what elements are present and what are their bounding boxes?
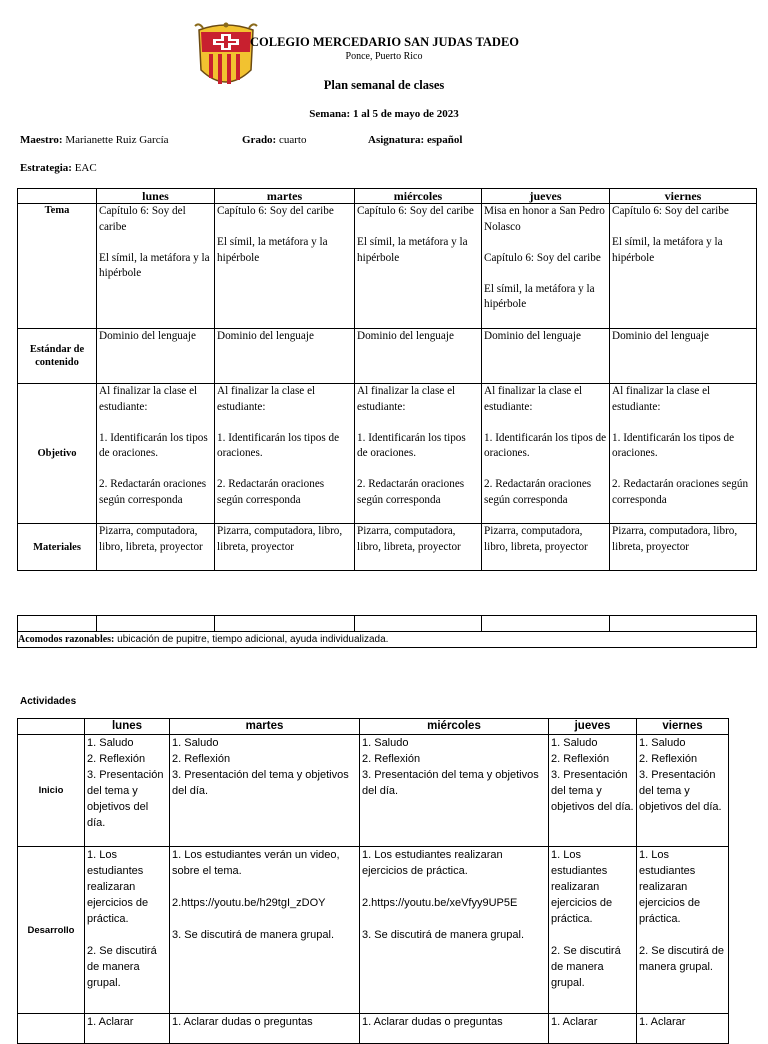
plan-row-label: Materiales: [18, 524, 97, 571]
activities-day-header: miércoles: [360, 719, 549, 735]
plan-day-header: viernes: [610, 189, 757, 204]
activities-cell-text: 1. Aclarar: [87, 1016, 134, 1028]
teacher-label: Maestro:: [20, 134, 63, 146]
activities-cell: [85, 1014, 170, 1044]
empty-cell: [97, 616, 215, 632]
strategy-field: [20, 162, 97, 174]
plan-cell-text: Capítulo 6: Soy del caribe El símil, la metáfora y la hipérbole: [612, 205, 729, 264]
activities-day-header: viernes: [637, 719, 729, 735]
activities-cell-text: 1. Aclarar dudas o preguntas: [362, 1016, 503, 1028]
activities-cell-text: 1. Saludo 2. Reflexión 3. Presentación del tema y objetivos del día.: [551, 737, 634, 813]
school-name: COLEGIO MERCEDARIO SAN JUDAS TADEO: [250, 35, 520, 49]
activities-cell-text: 1. Los estudiantes verán un video, sobre el tema. 2.https://youtu.be/h29tgI_zDOY 3. Se discutirá de manera grupal.: [172, 849, 340, 941]
activities-cell-text: 1. Aclarar: [639, 1016, 686, 1028]
plan-cell: [215, 204, 355, 329]
activities-cell: [637, 847, 729, 1014]
plan-cell: [355, 204, 482, 329]
plan-cell: [355, 384, 482, 524]
activities-cell: [360, 735, 549, 847]
plan-cell-text: Pizarra, computadora, libro, libreta, proyector: [217, 525, 345, 553]
subject-label: Asignatura:: [368, 134, 425, 146]
plan-cell: [215, 329, 355, 384]
activities-cell: [170, 1014, 360, 1044]
subject-value: español: [426, 134, 463, 146]
plan-cell-text: Pizarra, computadora, libro, libreta, proyector: [99, 525, 203, 553]
plan-cell-text: Dominio del lenguaje: [99, 330, 196, 342]
plan-cell: [97, 524, 215, 571]
plan-corner-cell: [18, 189, 97, 204]
plan-cell-text: Al finalizar la clase el estudiante: 1. Identificarán los tipos de oraciones. 2. Redactarán oraciones según corresponda: [217, 385, 340, 506]
activities-cell-text: 1. Aclarar dudas o preguntas: [172, 1016, 313, 1028]
plan-cell: [355, 524, 482, 571]
activities-row-inicio: [18, 735, 729, 847]
activities-cell-text: 1. Los estudiantes realizaran ejercicios de práctica. 2.https://youtu.be/xeVfyy9UP5E 3. Se discutirá de manera grupal.: [362, 849, 525, 941]
plan-cell-text: Al finalizar la clase el estudiante: 1. Identificarán los tipos de oraciones. 2. Redactarán oraciones según corresponda: [99, 385, 208, 506]
activities-header-row: [18, 719, 729, 735]
empty-cell: [355, 616, 482, 632]
plan-cell-text: Pizarra, computadora, libro, libreta, proyector: [484, 525, 588, 553]
plan-cell: [610, 524, 757, 571]
empty-cell: [482, 616, 610, 632]
strategy-value: EAC: [74, 162, 97, 174]
plan-cell-text: Pizarra, computadora, libro, libreta, proyector: [357, 525, 461, 553]
plan-cell-text: Pizarra, computadora, libro, libreta, proyector: [612, 525, 740, 553]
plan-cell-text: Dominio del lenguaje: [357, 330, 454, 342]
activities-cell-text: 1. Los estudiantes realizaran ejercicios de práctica. 2. Se discutirá de manera grupal.: [639, 849, 724, 973]
accommodations-table: [17, 615, 757, 648]
activities-cell: [549, 735, 637, 847]
activities-cell-text: 1. Los estudiantes realizaran ejercicios de práctica. 2. Se discutirá de manera grupal.: [551, 849, 621, 989]
empty-cell: [18, 616, 97, 632]
activities-day-header: lunes: [85, 719, 170, 735]
activities-table: [17, 718, 729, 1044]
plan-cell-text: Capítulo 6: Soy del caribe El símil, la metáfora y la hipérbole: [99, 205, 210, 279]
activities-day-header: jueves: [549, 719, 637, 735]
activities-cell: [170, 735, 360, 847]
plan-row-tema: [18, 204, 757, 329]
activities-cell: [360, 847, 549, 1014]
plan-day-header: jueves: [482, 189, 610, 204]
plan-cell-text: Capítulo 6: Soy del caribe El símil, la metáfora y la hipérbole: [217, 205, 334, 264]
plan-cell: [482, 524, 610, 571]
activities-row-cierre: [18, 1014, 729, 1044]
plan-cell-text: Al finalizar la clase el estudiante: 1. Identificarán los tipos de oraciones. 2. Redactarán oraciones según corresponda: [484, 385, 607, 506]
plan-day-header: lunes: [97, 189, 215, 204]
activities-row-desarrollo: [18, 847, 729, 1014]
empty-cell: [215, 616, 355, 632]
plan-cell-text: Capítulo 6: Soy del caribe El símil, la metáfora y la hipérbole: [357, 205, 474, 264]
plan-day-header: martes: [215, 189, 355, 204]
activities-cell-text: 1. Saludo 2. Reflexión 3. Presentación del tema y objetivos del día.: [639, 737, 722, 813]
plan-cell-text: Dominio del lenguaje: [484, 330, 581, 342]
activities-cell: [360, 1014, 549, 1044]
plan-cell-text: Al finalizar la clase el estudiante: 1. Identificarán los tipos de oraciones. 2. Redactarán oraciones según corresponda: [612, 385, 749, 506]
acomodos-text: ubicación de pupitre, tiempo adicional, ayuda individualizada.: [117, 634, 389, 645]
acomodos-cell: [18, 632, 757, 648]
activities-cell: [637, 1014, 729, 1044]
plan-header-row: [18, 189, 757, 204]
plan-cell-text: Dominio del lenguaje: [217, 330, 314, 342]
plan-cell-text: Dominio del lenguaje: [612, 330, 709, 342]
grade-value: cuarto: [278, 134, 307, 146]
plan-row-label: Tema: [18, 204, 97, 329]
subject-field: [368, 134, 462, 146]
activities-cell: [549, 1014, 637, 1044]
plan-row-label: Objetivo: [18, 384, 97, 524]
plan-cell: [97, 329, 215, 384]
teacher-name: Marianette Ruiz García: [65, 134, 169, 146]
empty-grid-row: [18, 616, 757, 632]
empty-cell: [610, 616, 757, 632]
plan-row-label: Estándar de contenido: [18, 329, 97, 384]
plan-cell: [355, 329, 482, 384]
plan-cell: [610, 384, 757, 524]
plan-cell: [482, 329, 610, 384]
school-location: Ponce, Puerto Rico: [345, 51, 423, 62]
acomodos-label: Acomodos razonables:: [18, 634, 115, 645]
week-range: Semana: 1 al 5 de mayo de 2023: [309, 108, 459, 120]
plan-cell-text: Misa en honor a San Pedro Nolasco Capítulo 6: Soy del caribe El símil, la metáfora y la hipérbole: [484, 205, 605, 310]
grade-label: Grado:: [242, 134, 277, 146]
activities-cell-text: 1. Los estudiantes realizaran ejercicios de práctica. 2. Se discutirá de manera grupal.: [87, 849, 157, 989]
acomodos-row: [18, 632, 757, 648]
plan-cell-text: Al finalizar la clase el estudiante: 1. Identificarán los tipos de oraciones. 2. Redactarán oraciones según corresponda: [357, 385, 466, 506]
teacher-field: [20, 134, 169, 146]
plan-cell: [482, 204, 610, 329]
activities-cell: [85, 847, 170, 1014]
strategy-label: Estrategia:: [20, 162, 72, 174]
plan-row-objetivo: [18, 384, 757, 524]
plan-row-estandar: [18, 329, 757, 384]
weekly-plan-table: [17, 188, 757, 571]
activities-cell-text: 1. Saludo 2. Reflexión 3. Presentación del tema y objetivos del día.: [87, 737, 164, 829]
plan-day-header: miércoles: [355, 189, 482, 204]
grade-field: [242, 134, 306, 146]
activities-cell: [85, 735, 170, 847]
plan-cell: [215, 524, 355, 571]
activities-day-header: martes: [170, 719, 360, 735]
activities-row-label: Inicio: [18, 735, 85, 847]
activities-cell: [549, 847, 637, 1014]
plan-cell: [482, 384, 610, 524]
activities-cell-text: 1. Aclarar: [551, 1016, 598, 1028]
activities-cell-text: 1. Saludo 2. Reflexión 3. Presentación del tema y objetivos del día.: [362, 737, 539, 797]
plan-cell: [215, 384, 355, 524]
activities-cell: [637, 735, 729, 847]
activities-title: Actividades: [20, 696, 77, 707]
activities-cell-text: 1. Saludo 2. Reflexión 3. Presentación del tema y objetivos del día.: [172, 737, 349, 797]
page-title: Plan semanal de clases: [323, 78, 445, 92]
plan-cell: [97, 204, 215, 329]
activities-corner-cell: [18, 719, 85, 735]
plan-row-materiales: [18, 524, 757, 571]
activities-cell: [170, 847, 360, 1014]
activities-row-label: Desarrollo: [18, 847, 85, 1014]
activities-row-label: [18, 1014, 85, 1044]
plan-cell: [610, 204, 757, 329]
plan-cell: [610, 329, 757, 384]
plan-cell: [97, 384, 215, 524]
